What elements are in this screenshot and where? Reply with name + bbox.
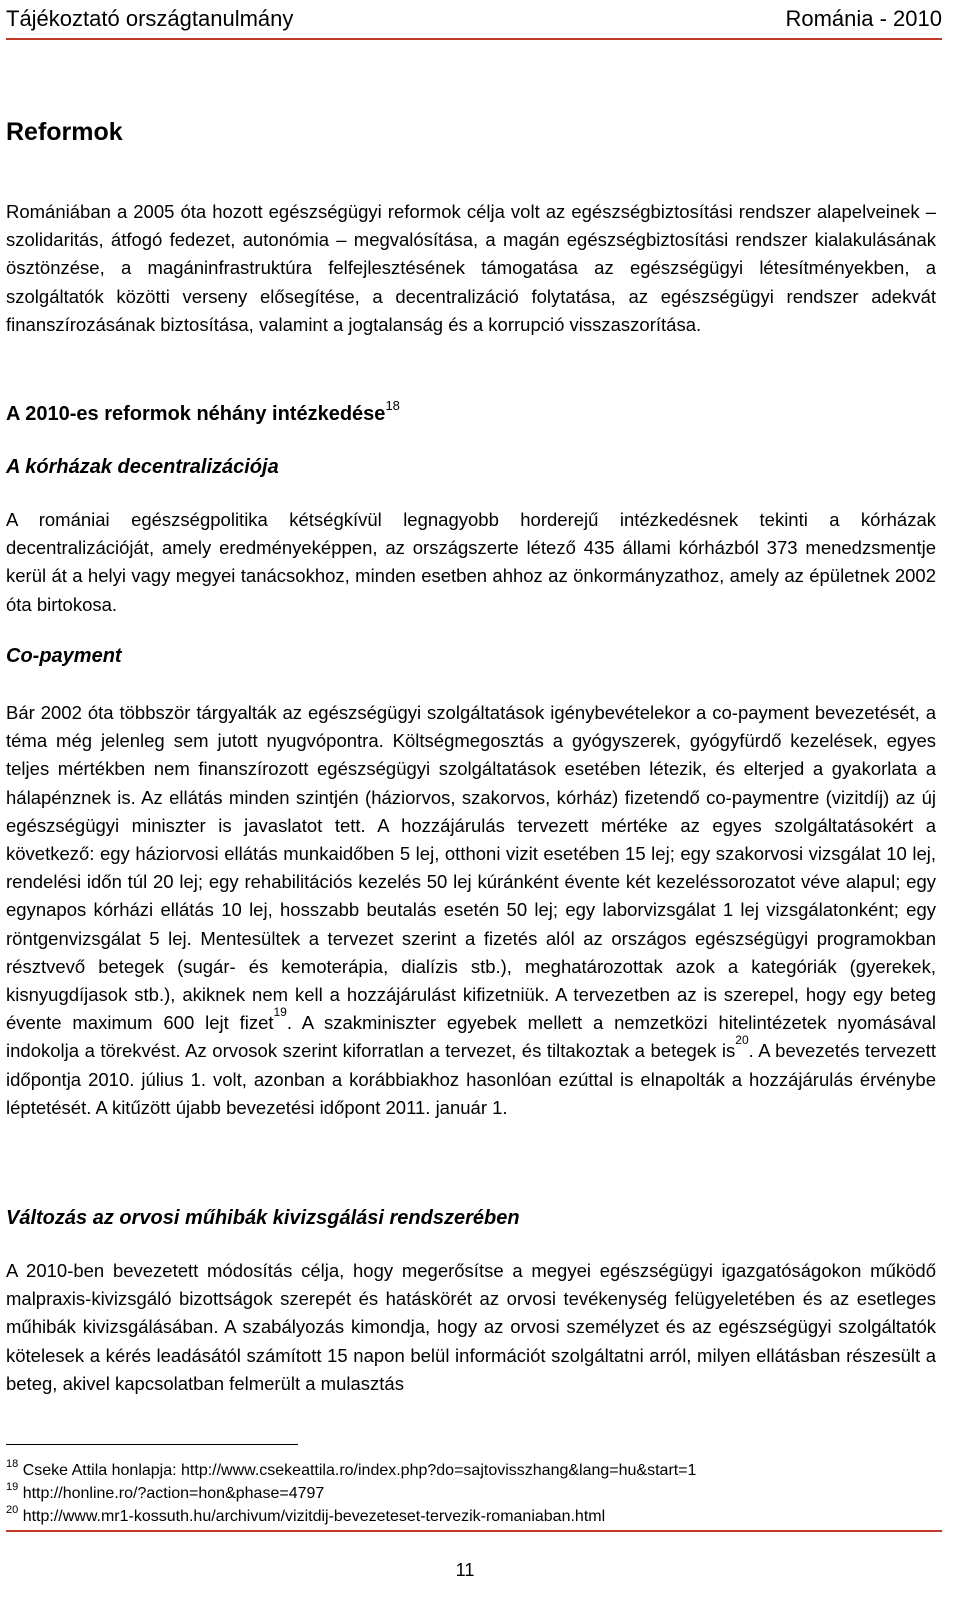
section-heading-text: A 2010-es reformok néhány intézkedése bbox=[6, 403, 386, 425]
page-number: 11 bbox=[455, 1560, 475, 1580]
section-heading-2010-reforms bbox=[6, 398, 400, 426]
footnote-text[interactable]: Cseke Attila honlapja: http://www.csekeattila.ro/index.php?do=sajtovisszhang&lang=hu&start=1 bbox=[22, 1462, 697, 1479]
page-header bbox=[6, 0, 942, 40]
header-rule bbox=[6, 38, 942, 40]
footnote-ref-19[interactable]: 19 bbox=[273, 1005, 287, 1020]
co-payment-text-a: Bár 2002 óta többször tárgyalták az egészségügyi szolgáltatások igénybevételekor a co-payment bevezetését, a téma még jelenleg sem jutott nyugvópontra. Költségmegosztás a gyógyszerek, gyógyfürdő kezelések, egyes teljes mértékben nem finanszírozott egészségügyi szolgáltatások esetében létezik, és elterjed a gyakorlata a hálapénznek is. Az ellátás minden szintjén (háziorvos, szakorvos, kórház) fizetendő co-paymentre (vizitdíj) az új egészségügyi miniszter is javaslatot tett. A hozzájárulás tervezett mértéke az egyes szolgáltatásokért a következő: egy háziorvosi ellátás munkaidőben 5 lej, otthoni vizit esetében 15 lej; egy szakorvosi vizsgálat 10 lej, rendelési időn túl 20 lej; egy rehabilitációs kezelés 50 lej kúránként évente két kezeléssorozatot véve alapul; egy egynapos kórházi ellátás 10 lej, hosszabb beutalás esetén 50 lej; egy laborvizsgálat 1 lej vizsgálatonként; egy röntgenvizsgálat 5 lej. Mentesültek a tervezet szerint a fizetés alól az országos egészségügyi programokban résztvevő betegek (sugár- és kemoterápia, dialízis stb.), meghatározottak azok a kategóriák (gyerekek, kisnyugdíjasok stb.), akiknek nem kell a hozzájárulást kifizetniük. A tervezetben az is szerepel, hogy egy beteg évente maximum 600 lejt fizet bbox=[6, 702, 936, 1034]
co-payment-text-c: . A bevezetés tervezett időpontja 2010. július 1. volt, azonban a korábbiakhoz hasonlóan ezúttal is elnapolták a hozzájárulás érvénybe léptetését. A kitűzött újabb bevezetési időpont 2011. január 1. bbox=[6, 1040, 936, 1118]
subheading-hospital-decentralization: A kórházak decentralizációja bbox=[6, 456, 279, 478]
footer-rule bbox=[6, 1530, 942, 1532]
page-title: Reformok bbox=[6, 118, 123, 146]
subheading-malpractice-change: Változás az orvosi műhibák kivizsgálási rendszerében bbox=[6, 1207, 520, 1229]
co-payment-text-b: . A szakminiszter egyebek mellett a nemzetközi hitelintézetek nyomásával indokolja a törekvést. Az orvosok szerint kiforratlan a tervezet, és tiltakoztak a betegek is bbox=[6, 1012, 937, 1062]
footnote-ref-18[interactable]: 18 bbox=[385, 398, 400, 413]
header-country-year: Románia - 2010 bbox=[785, 6, 942, 31]
footnote-number: 18 bbox=[6, 1458, 19, 1470]
header-title: Tájékoztató országtanulmány bbox=[6, 6, 294, 31]
malpractice-paragraph: A 2010-ben bevezetett módosítás célja, hogy megerősítse a megyei egészségügyi igazgatóságokon működő malpraxis-kivizsgáló bizottságok szerepét és hatáskörét az orvosi tevékenység felügyeletében és az esetleges műhibák kivizsgálásában. A szabályozás kimondja, hogy az orvosi személyzet és az egészségügyi szolgáltatók kötelesek a kérés leadásától számított 15 napon belül információt szolgáltatni arról, milyen ellátásban részesült a beteg, akivel kapcsolatban felmerült a mulasztás bbox=[6, 1260, 936, 1394]
footnote-separator bbox=[6, 1444, 298, 1445]
footnote-18 bbox=[6, 1458, 697, 1481]
footnote-number: 19 bbox=[6, 1481, 19, 1493]
footnote-number: 20 bbox=[6, 1504, 19, 1516]
intro-paragraph: Romániában a 2005 óta hozott egészségügyi reformok célja volt az egészségbiztosítási rendszer alapelveinek – szolidaritás, átfogó fedezet, autonómia – megvalósítása, a magán egészségbiztosítási rendszer kialakulásának ösztönzése, a magáninfrastruktúra felfejlesztésének támogatása az egészségügyi létesítményekben, a szolgáltatók közötti verseny elősegítése, a decentralizáció folytatása, az egészségügyi rendszer adekvát finanszírozásának biztosítása, valamint a jogtalanság és a korrupció visszaszorítása. bbox=[6, 201, 936, 335]
footnote-20 bbox=[6, 1504, 606, 1527]
footnote-ref-20[interactable]: 20 bbox=[735, 1033, 749, 1048]
footnote-19 bbox=[6, 1481, 325, 1504]
footnote-text[interactable]: http://honline.ro/?action=hon&phase=4797 bbox=[22, 1485, 325, 1502]
co-payment-paragraph bbox=[6, 699, 936, 1122]
hospital-decentralization-paragraph: A romániai egészségpolitika kétségkívül legnagyobb horderejű intézkedésnek tekinti a kórházak decentralizációját, amely eredményeképpen, az országszerte létező 435 állami kórházból 373 menedzsmentje kerül át a helyi vagy megyei tanácsokhoz, minden esetben ahhoz az önkormányzathoz, amely az épületnek 2002 óta birtokosa. bbox=[6, 509, 936, 615]
footnote-text[interactable]: http://www.mr1-kossuth.hu/archivum/vizitdij-bevezeteset-tervezik-romaniaban.html bbox=[22, 1508, 606, 1525]
subheading-co-payment: Co-payment bbox=[6, 645, 122, 667]
